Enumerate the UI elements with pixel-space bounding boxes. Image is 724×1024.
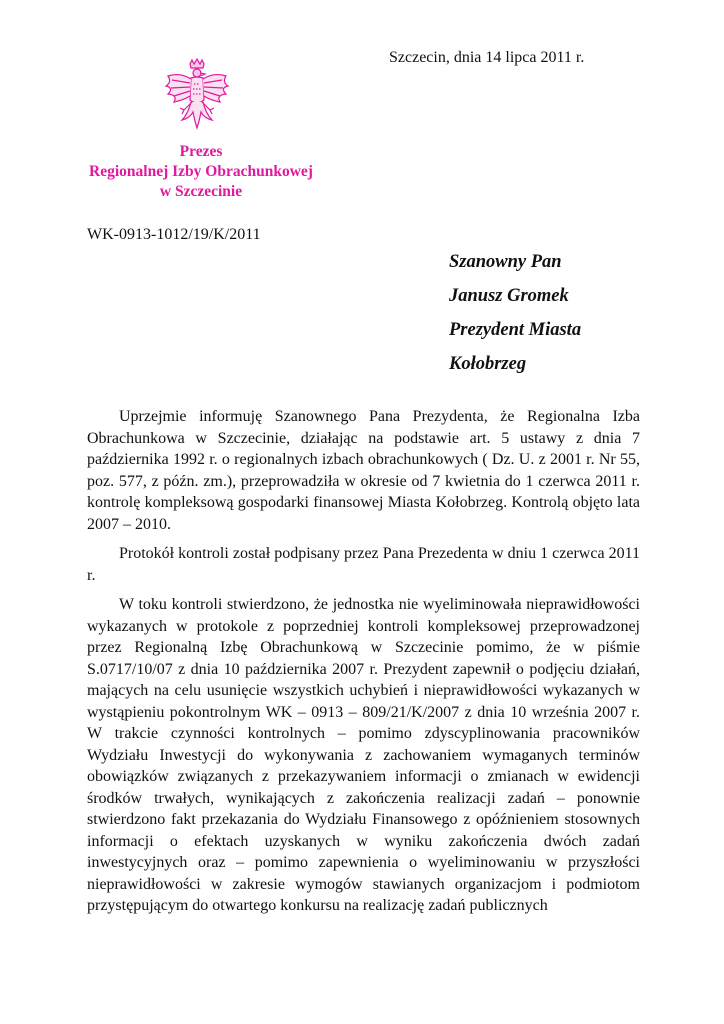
body-paragraph: Protokół kontroli został podpisany przez Pana Prezedenta w dniu 1 czerwca 2011 r.	[87, 545, 640, 584]
issuer-block	[60, 142, 342, 202]
body-paragraph: W toku kontroli stwierdzono, że jednostka nie wyeliminowała nieprawidłowości wykazanych w protokole z poprzedniej kontroli kompleksowej przeprowadzonej przez Regionalną Izbę Obrachunkową w Szczecinie pomimo, że w piśmie S.0717/10/07 z dnia 10 października 2007 r. Prezydent zapewnił o podjęciu działań, mających na celu usunięcie wszystkich uchybień i nieprawidłowości wykazanych w wystąpieniu pokontrolnym WK – 0913 – 809/21/K/2007 z dnia 10 września 2007 r. W trakcie czynności kontrolnych – pomimo zdyscyplinowania pracowników Wydziału Inwestycji do wykonywania z zachowaniem wymaganych terminów obowiązków związanych z przekazywaniem informacji o zmianach w ewidencji środków trwałych, wynikających z zakończenia realizacji zadań – ponownie stwierdzono fakt przekazania do Wydziału Finansowego z opóźnieniem stosownych informacji o efektach uzyskanych w wyniku zakończenia dwóch zadań inwestycyjnych oraz – pomimo zapewnienia o wyeliminowaniu w przyszłości nieprawidłowości w zakresie wymogów stawianych organizacjom i podmiotom przystępującym do otwartego konkursu na realizację zadań publicznych	[87, 596, 640, 914]
addressee-line: Janusz Gromek	[449, 286, 569, 306]
letter-body	[87, 406, 640, 925]
addressee-line: Kołobrzeg	[449, 354, 527, 374]
issuer-line: w Szczecinie	[159, 183, 243, 200]
polish-eagle-icon	[160, 58, 234, 136]
issuer-line: Prezes	[179, 143, 223, 160]
letter-date: Szczecin, dnia 14 lipca 2011 r.	[389, 49, 585, 66]
body-paragraph: Uprzejmie informuję Szanownego Pana Prezydenta, że Regionalna Izba Obrachunkowa w Szczecinie, działając na podstawie art. 5 ustawy z dnia 7 października 1992 r. o regionalnych izbach obrachunkowych ( Dz. U. z 2001 r. Nr 55, poz. 577, z późn. zm.), przeprowadziła w okresie od 7 kwietnia do 1 czerwca 2011 r. kontrolę kompleksową gospodarki finansowej Miasta Kołobrzeg. Kontrolą objęto lata 2007 – 2010.	[87, 408, 640, 533]
reference-number: WK-0913-1012/19/K/2011	[87, 226, 261, 243]
issuer-line: Regionalnej Izby Obrachunkowej	[89, 163, 313, 180]
addressee-line: Szanowny Pan	[449, 252, 562, 272]
addressee-line: Prezydent Miasta	[449, 320, 582, 340]
addressee-block	[449, 250, 581, 386]
